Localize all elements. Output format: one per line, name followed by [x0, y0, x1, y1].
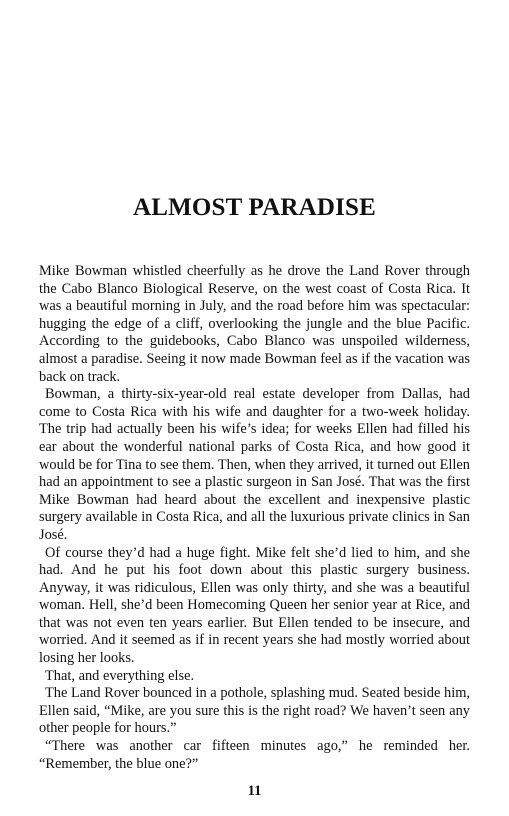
paragraph: That, and everything else. — [45, 667, 195, 684]
paragraph: The Land Rover bounced in a pothole, splashing mud. Seated beside him, Ellen said, “Mike, are you sure this is the right road? We haven’t seen any other people for hours.” — [39, 685, 470, 737]
paragraph: Bowman, a thirty-six-year-old real estate developer from Dallas, had come to Costa Rica with his wife and daughter for a two-week holiday. The trip had actually been his wife’s idea; for weeks Ellen had filled his ear about the wonderful national parks of Costa Rica, and how good it would be for Tina to see them. Then, when they arrived, it turned out Ellen had an appointment to see a plastic surgeon in San José. That was the first Mike Bowman had heard about the excellent and inexpensive plastic surgery available in Costa Rica, and all the luxurious private clinics in San José. — [39, 386, 470, 543]
paragraph: Of course they’d had a huge fight. Mike felt she’d lied to him, and she had. And he put his foot down about this plastic surgery business. Anyway, it was ridiculous, Ellen was only thirty, and she was a beautiful woman. Hell, she’d been Homecoming Queen her senior year at Rice, and that was not even ten years earlier. But Ellen tended to be insecure, and worried. And it seemed as if in recent years she had mostly worried about losing her looks. — [39, 544, 470, 667]
paragraph: Mike Bowman whistled cheerfully as he drove the Land Rover through the Cabo Blanco Biological Reserve, on the west coast of Costa Rica. It was a beautiful morning in July, and the road before him was spectacular: hugging the edge of a cliff, overlooking the jungle and the blue Pacific. According to the guidebooks, Cabo Blanco was unspoiled wilderness, almost a paradise. Seeing it now made Bowman feel as if the vacation was back on track. — [39, 263, 470, 385]
chapter-title: ALMOST PARADISE — [132, 194, 377, 221]
page-number: 11 — [247, 783, 262, 799]
chapter-body — [39, 263, 470, 773]
paragraph: “There was another car fifteen minutes ago,” he reminded her. “Remember, the blue one?” — [39, 738, 470, 772]
